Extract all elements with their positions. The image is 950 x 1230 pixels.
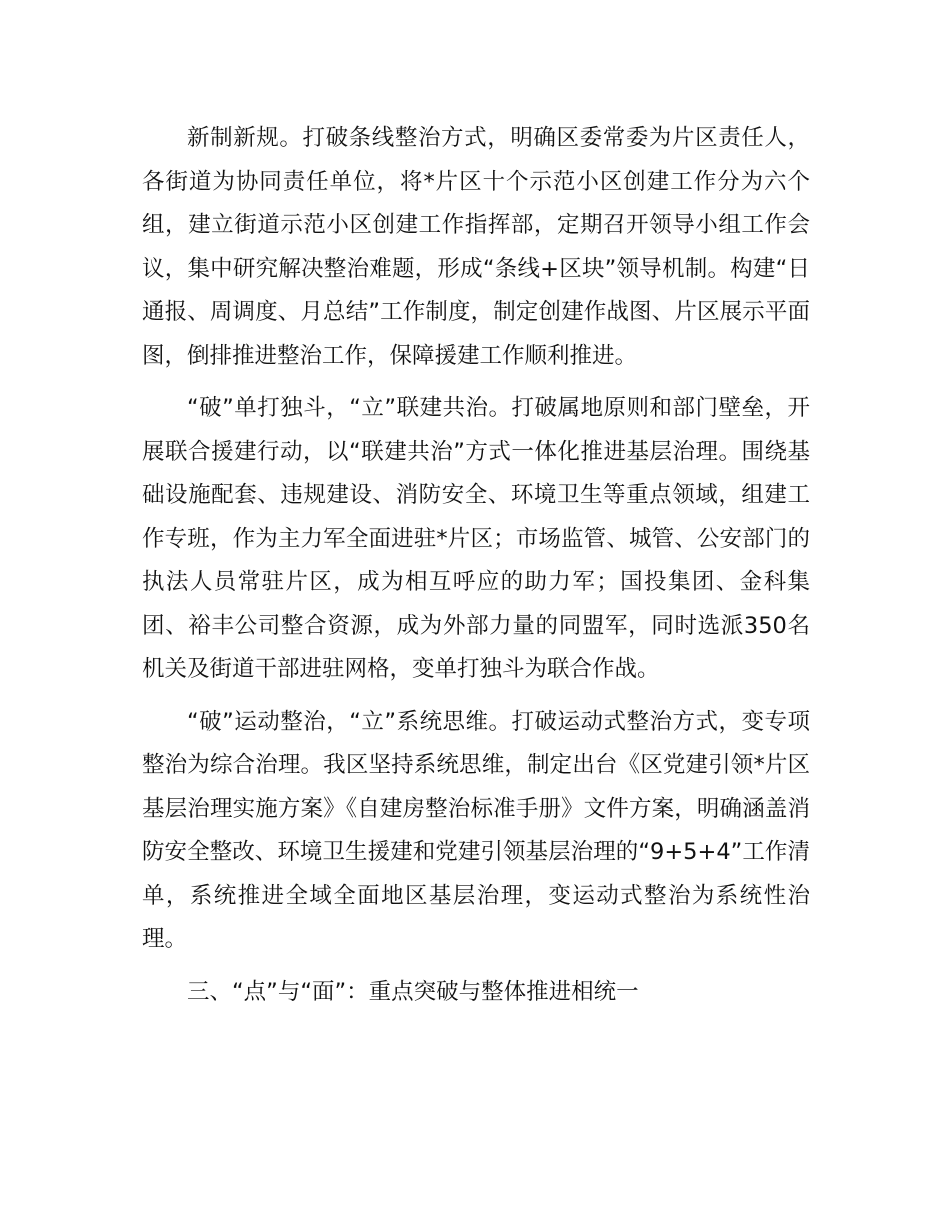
paragraph-new-rules: 新制新规。打破条线整治方式，明确区委常委为片区责任人，各街道为协同责任单位，将*片区十个示范小区创建工作分为六个组，建立街道示范小区创建工作指挥部，定期召开领导小组工作会议，集中研究解决整治难题，形成“条线+区块”领导机制。构建“日通报、周调度、月总结”工作制度，制定创建作战图、片区展示平面图，倒排推进整治工作，保障援建工作顺利推进。: [142, 125, 810, 369]
paragraph-system-thinking: “破”运动整治，“立”系统思维。打破运动式整治方式，变专项整治为综合治理。我区坚持系统思维，制定出台《区党建引领*片区基层治理实施方案》《自建房整治标准手册》文件方案，明确涵盖消防安全整改、环境卫生援建和党建引领基层治理的“9+5+4”工作清单，系统推进全域全面地区基层治理，变运动式整治为系统性治理。: [142, 708, 810, 952]
section-heading-3: 三、“点”与“面”：重点突破与整体推进相统一: [187, 978, 639, 1005]
document-body: [142, 117, 810, 1023]
paragraph-joint-governance: “破”单打独斗，“立”联建共治。打破属地原则和部门壁垒，开展联合援建行动，以“联建共治”方式一体化推进基层治理。围绕基础设施配套、违规建设、消防安全、环境卫生等重点领域，组建工作专班，作为主力军全面进驻*片区；市场监管、城管、公安部门的执法人员常驻片区，成为相互呼应的助力军；国投集团、金科集团、裕丰公司整合资源，成为外部力量的同盟军，同时选派350名机关及街道干部进驻网格，变单打独斗为联合作战。: [142, 395, 810, 682]
